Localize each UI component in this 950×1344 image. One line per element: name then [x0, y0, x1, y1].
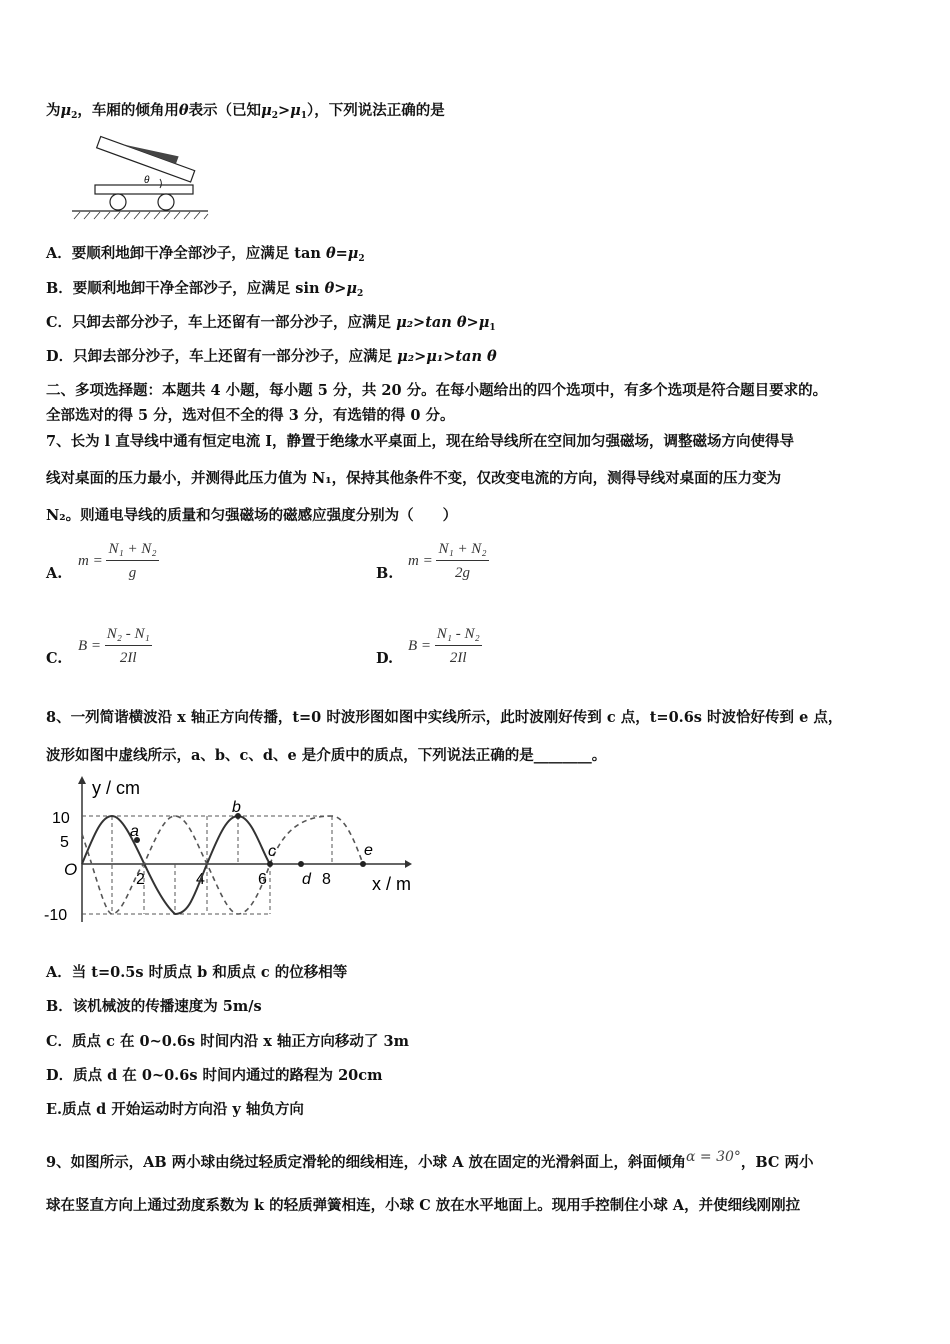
- q6-option-a[interactable]: A．要顺利地卸干净全部沙子，应满足 $\tan \theta=\mu_2$: [46, 245, 365, 264]
- x-tick-4: 4: [196, 871, 205, 888]
- q7-stem-line1: 7、长为 l 直导线中通有恒定电流 I，静置于绝缘水平桌面上，现在给导线所在空间加匀强磁场，调整磁场方向使得导: [46, 433, 795, 450]
- y-axis-label: y / cm: [92, 778, 140, 798]
- section-heading: 二、多项选择题：本题共 4 小题，每小题 5 分，共 20 分。在每小题给出的四个选项中，有多个选项是符合题目要求的。: [46, 382, 828, 399]
- x-tick-8: 8: [322, 871, 331, 888]
- q9-stem-line2: 球在竖直方向上通过劲度系数为 k 的轻质弹簧相连，小球 C 放在水平地面上。现用手控制住小球 A，并使细线刚刚拉: [46, 1197, 801, 1214]
- q8-option-c[interactable]: C．质点 c 在 0~0.6s 时间内沿 x 轴正方向移动了 3m: [46, 1033, 409, 1050]
- x-tick-2: 2: [136, 871, 145, 888]
- point-d: [298, 861, 304, 867]
- y-tick-5: 5: [60, 834, 69, 851]
- q7-option-c-letter[interactable]: C.: [46, 650, 63, 667]
- point-d-label: d: [302, 871, 311, 888]
- q7-option-a-letter[interactable]: A.: [46, 565, 63, 582]
- y-tick-10: 10: [52, 810, 70, 827]
- wave-solid: [82, 816, 270, 914]
- x-tick-6: 6: [258, 871, 267, 888]
- section-heading-cont: 全部选对的得 5 分，选对但不全的得 3 分，有选错的得 0 分。: [46, 407, 455, 424]
- point-e: [360, 861, 366, 867]
- q7-option-a-formula: m = $\frac{\text{N₁ + N₂}}{g}$: [78, 541, 157, 581]
- y-tick-neg10: -10: [44, 907, 68, 924]
- point-a-label: a: [130, 823, 139, 840]
- angle-formula: α = 30°: [686, 1149, 741, 1165]
- point-e-label: e: [364, 842, 373, 859]
- q7-option-b-formula: m = $\frac{\text{N₁ + N₂}}{2g}$: [408, 541, 487, 581]
- theta-label: θ: [144, 175, 150, 186]
- q7-stem-line2: 线对桌面的压力最小，并测得此压力值为 N₁，保持其他条件不变，仅改变电流的方向，测得导线对桌面的压力变为: [46, 470, 782, 487]
- q8-stem-line1: 8、一列简谐横波沿 x 轴正方向传播，t=0 时波形图如图中实线所示，此时波刚好传到 c 点，t=0.6s 时波恰好传到 e 点，: [46, 709, 843, 726]
- wheel: [110, 194, 126, 210]
- q6-option-b[interactable]: B．要顺利地卸干净全部沙子，应满足 $\sin \theta>\mu_2$: [46, 280, 364, 299]
- q7-option-d-letter[interactable]: D.: [376, 650, 394, 667]
- q9-stem-line1: 9、如图所示，AB 两小球由绕过轻质定滑轮的细线相连，小球 A 放在固定的光滑斜面上，斜面倾角α = 30°，BC 两小: [46, 1149, 814, 1171]
- q6-option-d[interactable]: D．只卸去部分沙子，车上还留有一部分沙子，应满足 μ₂>μ₁>tan θ: [46, 348, 497, 365]
- q7-option-c-formula: B = $\frac{\text{N₂ - N₁}}{2Il}$: [78, 626, 150, 666]
- origin-label: O: [64, 860, 78, 879]
- wave-graph: [40, 772, 430, 932]
- q8-option-d[interactable]: D．质点 d 在 0~0.6s 时间内通过的路程为 20cm: [46, 1067, 383, 1084]
- q6-option-c[interactable]: C．只卸去部分沙子，车上还留有一部分沙子，应满足 μ₂>tan $\theta>\mu_1$: [46, 314, 496, 333]
- point-c: [267, 861, 273, 867]
- q6-stem: 为$\mu_2$，车厢的倾角用θ表示（已知$\mu_2>\mu_1$），下列说法正确的是: [46, 102, 445, 121]
- q7-stem-line3: N₂。则通电导线的质量和匀强磁场的磁感应强度分别为（ ）: [46, 507, 458, 524]
- wheel: [158, 194, 174, 210]
- q7-option-d-formula: B = $\frac{\text{N₁ - N₂}}{2Il}$: [408, 626, 480, 666]
- x-axis-label: x / m: [372, 874, 411, 894]
- point-c-label: c: [268, 843, 276, 860]
- q8-stem-line2: 波形如图中虚线所示，a、b、c、d、e 是介质中的质点，下列说法正确的是________。: [46, 747, 607, 764]
- dump-truck-figure: [68, 132, 213, 224]
- point-b-label: b: [232, 799, 241, 816]
- q8-option-e[interactable]: E.质点 d 开始运动时方向沿 y 轴负方向: [46, 1101, 304, 1118]
- q8-option-b[interactable]: B．该机械波的传播速度为 5m/s: [46, 998, 262, 1015]
- q8-option-a[interactable]: A．当 t=0.5s 时质点 b 和质点 c 的位移相等: [46, 964, 348, 981]
- q7-option-b-letter[interactable]: B.: [376, 565, 394, 582]
